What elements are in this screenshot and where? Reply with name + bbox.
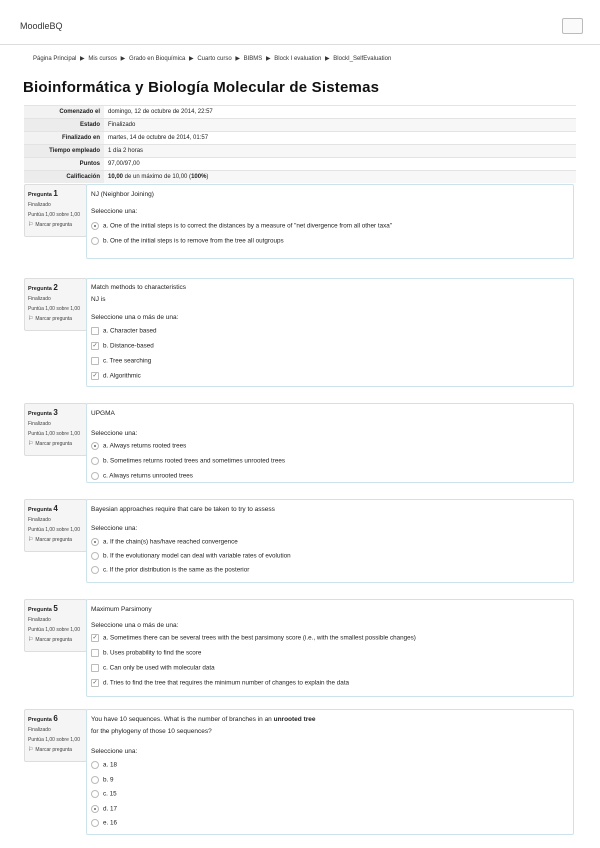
- flag-question-link[interactable]: ⚐ Marcar pregunta: [28, 222, 73, 228]
- answer-option[interactable]: [91, 790, 117, 798]
- question-text-line2: NJ is: [91, 296, 106, 303]
- summary-label: Comenzado el: [24, 106, 104, 119]
- summary-label: Estado: [24, 119, 104, 132]
- answer-option-label: b. If the evolutionary model can deal with variable rates of evolution: [103, 552, 291, 560]
- question-number: Pregunta 4: [28, 504, 58, 513]
- summary-label: Finalizado en: [24, 132, 104, 145]
- question-points: Puntúa 1,00 sobre 1,00: [28, 212, 80, 218]
- answer-option[interactable]: [91, 357, 151, 365]
- question-info: [24, 499, 87, 552]
- summary-label: Tiempo empleado: [24, 145, 104, 158]
- question-content: [86, 278, 574, 387]
- answer-option[interactable]: [91, 819, 117, 827]
- question-points: Puntúa 1,00 sobre 1,00: [28, 527, 80, 533]
- question-5: [24, 599, 577, 695]
- summary-row: [24, 132, 576, 145]
- answer-option[interactable]: [91, 222, 392, 230]
- answer-option[interactable]: [91, 472, 193, 480]
- radio-selected-icon[interactable]: [91, 805, 99, 813]
- summary-value: martes, 14 de octubre de 2014, 01:57: [104, 132, 576, 145]
- question-text: UPGMA: [91, 410, 115, 417]
- answer-option[interactable]: [91, 538, 238, 546]
- question-text: Match methods to characteristics: [91, 284, 187, 291]
- breadcrumb-separator-icon: ▶: [324, 56, 330, 62]
- breadcrumb-item[interactable]: Block I evaluation: [274, 56, 322, 62]
- breadcrumb-separator-icon: ▶: [120, 56, 126, 62]
- checkbox-checked-icon[interactable]: ✓: [92, 373, 98, 379]
- summary-row: [24, 106, 576, 119]
- flag-icon: ⚐: [28, 637, 34, 643]
- answer-option-label: a. Sometimes there can be several trees with the best parsimony score (i.e., with the smallest possible changes): [103, 634, 416, 642]
- question-3: [24, 403, 577, 481]
- question-state: Finalizado: [28, 202, 51, 208]
- question-info: [24, 403, 87, 456]
- answer-prompt: Seleccione una:: [91, 208, 138, 215]
- question-state: Finalizado: [28, 421, 51, 427]
- summary-label: Calificación: [24, 171, 104, 184]
- radio-icon[interactable]: [91, 566, 99, 574]
- question-info: [24, 599, 87, 652]
- question-state: Finalizado: [28, 517, 51, 523]
- answer-prompt: Seleccione una:: [91, 430, 138, 437]
- summary-value: domingo, 12 de octubre de 2014, 22:57: [104, 106, 576, 119]
- answer-option[interactable]: [91, 372, 141, 380]
- answer-option[interactable]: [91, 442, 186, 450]
- radio-icon[interactable]: [91, 819, 99, 827]
- answer-option[interactable]: [91, 761, 117, 769]
- question-6: [24, 709, 577, 833]
- flag-icon: ⚐: [28, 316, 34, 322]
- summary-row: [24, 171, 576, 184]
- answer-prompt: Seleccione una:: [91, 525, 138, 532]
- radio-icon[interactable]: [91, 776, 99, 784]
- top-bar: [0, 0, 600, 46]
- question-text: NJ (Neighbor Joining): [91, 191, 154, 198]
- answer-option[interactable]: [91, 664, 215, 672]
- question-content: [86, 599, 574, 697]
- answer-option-label: d. Algorithmic: [103, 372, 141, 380]
- answer-option-label: a. 18: [103, 761, 118, 769]
- answer-option[interactable]: [91, 327, 157, 335]
- flag-question-link[interactable]: ⚐ Marcar pregunta: [28, 637, 73, 643]
- flag-icon: ⚐: [28, 747, 34, 753]
- question-number: Pregunta 1: [28, 189, 58, 198]
- question-number: Pregunta 6: [28, 714, 58, 723]
- grade-value: 10,00: [108, 174, 124, 180]
- flag-question-link[interactable]: ⚐ Marcar pregunta: [28, 441, 73, 447]
- question-info: [24, 278, 87, 331]
- question-text: You have 10 sequences. What is the number of branches in an unrooted tree: [91, 716, 316, 723]
- flag-icon: ⚐: [28, 441, 34, 447]
- answer-option-label: b. Sometimes returns rooted trees and sometimes unrooted trees: [103, 457, 285, 465]
- answer-option[interactable]: [91, 649, 201, 657]
- checkbox-checked-icon[interactable]: ✓: [92, 680, 98, 686]
- flag-question-link[interactable]: ⚐ Marcar pregunta: [28, 747, 73, 753]
- question-content: [86, 499, 574, 583]
- checkbox-icon[interactable]: [91, 327, 99, 335]
- breadcrumb-item[interactable]: Mis cursos: [88, 56, 117, 62]
- question-points: Puntúa 1,00 sobre 1,00: [28, 306, 80, 312]
- summary-row: [24, 145, 576, 158]
- question-points: Puntúa 1,00 sobre 1,00: [28, 737, 80, 743]
- radio-icon[interactable]: [91, 790, 99, 798]
- answer-option-label: c. If the prior distribution is the same as the posterior: [103, 566, 250, 574]
- question-4: [24, 499, 577, 581]
- answer-option-label: d. 17: [103, 805, 118, 813]
- flag-question-link[interactable]: ⚐ Marcar pregunta: [28, 316, 73, 322]
- question-state: Finalizado: [28, 617, 51, 623]
- question-1: [24, 184, 577, 257]
- answer-option[interactable]: [91, 805, 117, 813]
- answer-option-label: b. One of the initial steps is to remove from the tree all outgroups: [103, 237, 284, 245]
- checkbox-icon[interactable]: [91, 357, 99, 365]
- question-content: [86, 709, 574, 835]
- question-number: Pregunta 5: [28, 604, 58, 613]
- answer-option[interactable]: [91, 679, 349, 687]
- answer-option-label: c. 15: [103, 790, 117, 798]
- question-points: Puntúa 1,00 sobre 1,00: [28, 431, 80, 437]
- question-number: Pregunta 2: [28, 283, 58, 292]
- question-info: [24, 184, 87, 237]
- flag-question-link[interactable]: ⚐ Marcar pregunta: [28, 537, 73, 543]
- question-number: Pregunta 3: [28, 408, 58, 417]
- answer-option-label: a. If the chain(s) has/have reached convergence: [103, 538, 238, 546]
- answer-option[interactable]: [91, 457, 285, 465]
- answer-prompt: Seleccione una o más de una:: [91, 314, 179, 321]
- answer-option-label: b. Uses probability to find the score: [103, 649, 202, 657]
- radio-icon[interactable]: [91, 457, 99, 465]
- checkbox-checked-icon[interactable]: ✓: [92, 635, 98, 641]
- flag-icon: ⚐: [28, 222, 34, 228]
- breadcrumb-separator-icon: ▶: [189, 56, 194, 62]
- summary-value: 1 día 2 horas: [104, 145, 576, 158]
- question-state: Finalizado: [28, 296, 51, 302]
- question-2: [24, 278, 577, 385]
- breadcrumb-item[interactable]: Grado en Bioquímica: [128, 56, 186, 62]
- question-info: [24, 709, 87, 762]
- summary-row: [24, 158, 576, 171]
- grade-max: de un máximo de 10,00 (: [123, 174, 192, 180]
- answer-option-label: b. 9: [103, 776, 114, 784]
- radio-icon[interactable]: [91, 552, 99, 560]
- question-text: Bayesian approaches require that care be taken to try to assess: [91, 506, 275, 513]
- grade-percent: 100%: [191, 174, 207, 180]
- answer-option-label: e. 16: [103, 819, 118, 827]
- breadcrumb-separator-icon: ▶: [265, 56, 271, 62]
- grade-close: ): [206, 174, 209, 180]
- attempt-summary-table: [24, 105, 576, 183]
- answer-option[interactable]: [91, 342, 154, 350]
- answer-option-label: c. Can only be used with molecular data: [103, 664, 215, 672]
- breadcrumb-item[interactable]: Cuarto curso: [197, 56, 232, 62]
- header-divider: [0, 44, 600, 45]
- answer-option-label: a. Character based: [103, 327, 157, 335]
- question-points: Puntúa 1,00 sobre 1,00: [28, 627, 80, 633]
- answer-option-label: b. Distance-based: [103, 342, 154, 350]
- answer-prompt: Seleccione una o más de una:: [91, 622, 179, 629]
- question-text-line2: for the phylogeny of those 10 sequences?: [91, 728, 212, 735]
- flag-icon: ⚐: [28, 537, 34, 543]
- checkbox-icon[interactable]: [91, 664, 99, 672]
- checkbox-icon[interactable]: [91, 649, 99, 657]
- breadcrumb-item[interactable]: Página Principal: [33, 56, 77, 62]
- summary-label: Puntos: [24, 158, 104, 171]
- breadcrumb-item[interactable]: BlockI_SelfEvaluation: [333, 56, 392, 62]
- summary-value: Finalizado: [104, 119, 576, 132]
- breadcrumb-item[interactable]: BIBMS: [243, 56, 263, 62]
- radio-selected-icon[interactable]: [91, 442, 99, 450]
- question-text: Maximum Parsimony: [91, 606, 152, 613]
- checkbox-checked-icon[interactable]: ✓: [92, 343, 98, 349]
- summary-value: [104, 171, 576, 184]
- answer-option-label: c. Tree searching: [103, 357, 152, 365]
- answer-option[interactable]: [91, 776, 114, 784]
- radio-icon[interactable]: [91, 472, 99, 480]
- page-title: Bioinformática y Biología Molecular de Sistemas: [23, 79, 380, 96]
- summary-value: 97,00/97,00: [104, 158, 576, 171]
- menu-toggle-button[interactable]: [562, 18, 583, 34]
- answer-option[interactable]: [91, 634, 416, 642]
- answer-option-label: a. One of the initial steps is to correct the distances by a measure of "net divergence from all other taxa": [103, 222, 393, 230]
- question-state: Finalizado: [28, 727, 51, 733]
- question-content: [86, 403, 574, 483]
- answer-option[interactable]: [91, 237, 284, 245]
- radio-selected-icon[interactable]: [91, 538, 99, 546]
- answer-option-label: a. Always returns rooted trees: [103, 442, 187, 450]
- answer-option[interactable]: [91, 566, 249, 574]
- answer-option-label: d. Tries to find the tree that requires the minimum number of changes to explain the data: [103, 679, 350, 687]
- question-content: [86, 184, 574, 259]
- radio-icon[interactable]: [91, 237, 99, 245]
- breadcrumb-separator-icon: ▶: [235, 56, 240, 62]
- radio-icon[interactable]: [91, 761, 99, 769]
- summary-row: [24, 119, 576, 132]
- answer-option[interactable]: [91, 552, 291, 560]
- answer-prompt: Seleccione una:: [91, 748, 138, 755]
- radio-selected-icon[interactable]: [91, 222, 99, 230]
- breadcrumb-separator-icon: ▶: [80, 56, 85, 62]
- breadcrumb: [33, 55, 391, 62]
- site-name[interactable]: MoodleBQ: [20, 21, 63, 31]
- answer-option-label: c. Always returns unrooted trees: [103, 472, 193, 480]
